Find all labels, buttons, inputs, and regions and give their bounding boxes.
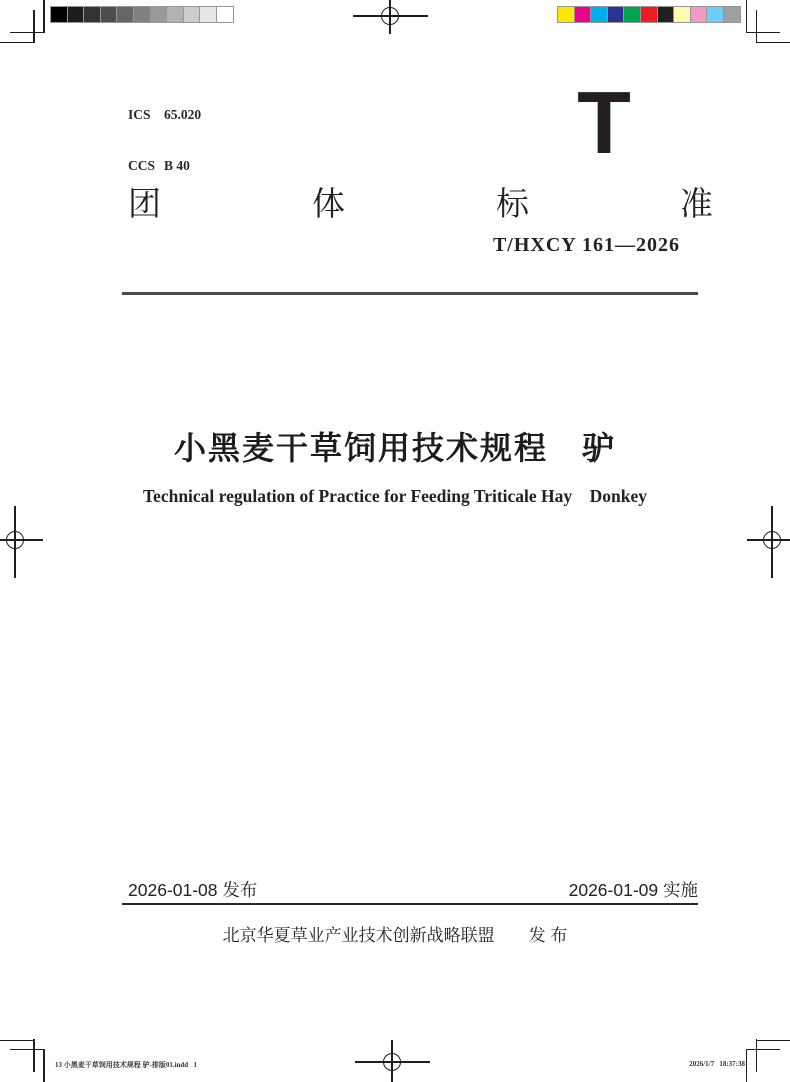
crop-mark bbox=[756, 10, 758, 43]
print-file-name: 13 小黑麦干草饲用技术规程 驴-排版01.indd 1 bbox=[55, 1061, 197, 1069]
footer-divider bbox=[122, 903, 698, 905]
calibration-swatch bbox=[183, 6, 201, 23]
calibration-swatch bbox=[50, 6, 68, 23]
standard-type-char: 体 bbox=[312, 185, 345, 222]
crop-mark bbox=[10, 32, 44, 34]
calibration-swatch bbox=[690, 6, 708, 23]
issue-date: 2026-01-08 发布 bbox=[128, 880, 258, 900]
standard-t-logo: T bbox=[577, 73, 631, 172]
calibration-swatch bbox=[199, 6, 217, 23]
ics-label: ICS bbox=[128, 107, 151, 122]
standard-type-char: 标 bbox=[496, 185, 529, 222]
grayscale-calibration-bar bbox=[50, 6, 234, 23]
calibration-swatch bbox=[657, 6, 675, 23]
standard-type-heading bbox=[128, 178, 713, 225]
calibration-swatch bbox=[166, 6, 184, 23]
crop-mark bbox=[756, 42, 790, 44]
crop-mark bbox=[0, 1040, 34, 1042]
crop-mark bbox=[746, 1049, 780, 1051]
calibration-swatch bbox=[116, 6, 134, 23]
crop-mark bbox=[756, 1040, 790, 1042]
calibration-swatch bbox=[574, 6, 592, 23]
calibration-swatch bbox=[623, 6, 641, 23]
color-calibration-bar bbox=[557, 6, 741, 23]
standard-code: T/HXCY 161—2026 bbox=[492, 234, 680, 256]
calibration-swatch bbox=[557, 6, 575, 23]
calibration-swatch bbox=[640, 6, 658, 23]
calibration-swatch bbox=[723, 6, 741, 23]
header-divider bbox=[122, 292, 698, 295]
crop-mark bbox=[33, 1039, 35, 1072]
crop-mark bbox=[43, 1049, 45, 1082]
ics-line bbox=[128, 106, 201, 123]
calibration-swatch bbox=[216, 6, 234, 23]
crop-mark bbox=[746, 1049, 748, 1082]
document-title-cn: 小黑麦干草饲用技术规程 驴 bbox=[173, 430, 616, 466]
implement-date: 2026-01-09 实施 bbox=[568, 880, 698, 900]
ccs-value: B 40 bbox=[164, 158, 190, 173]
calibration-swatch bbox=[706, 6, 724, 23]
calibration-swatch bbox=[607, 6, 625, 23]
calibration-swatch bbox=[83, 6, 101, 23]
crop-mark bbox=[43, 0, 45, 33]
ics-value: 65.020 bbox=[164, 107, 202, 122]
crop-mark bbox=[746, 32, 780, 34]
ccs-line bbox=[128, 157, 201, 174]
crop-mark bbox=[756, 1039, 758, 1072]
calibration-swatch bbox=[67, 6, 85, 23]
standard-type-char: 准 bbox=[680, 185, 713, 222]
calibration-swatch bbox=[133, 6, 151, 23]
crop-mark bbox=[10, 1049, 44, 1051]
calibration-swatch bbox=[590, 6, 608, 23]
print-timestamp: 2026/1/7 18:37:38 bbox=[689, 1060, 745, 1068]
crop-mark bbox=[746, 0, 748, 33]
crop-mark bbox=[0, 42, 34, 44]
date-row bbox=[128, 877, 698, 902]
calibration-swatch bbox=[673, 6, 691, 23]
crop-mark bbox=[33, 10, 35, 43]
calibration-swatch bbox=[100, 6, 118, 23]
ccs-label: CCS bbox=[128, 158, 156, 173]
publisher-line: 北京华夏草业产业技术创新战略联盟 发 布 bbox=[222, 926, 568, 945]
document-title-en: Technical regulation of Practice for Feeding Triticale Hay Donkey bbox=[142, 486, 648, 506]
calibration-swatch bbox=[150, 6, 168, 23]
standard-type-char: 团 bbox=[128, 185, 161, 222]
